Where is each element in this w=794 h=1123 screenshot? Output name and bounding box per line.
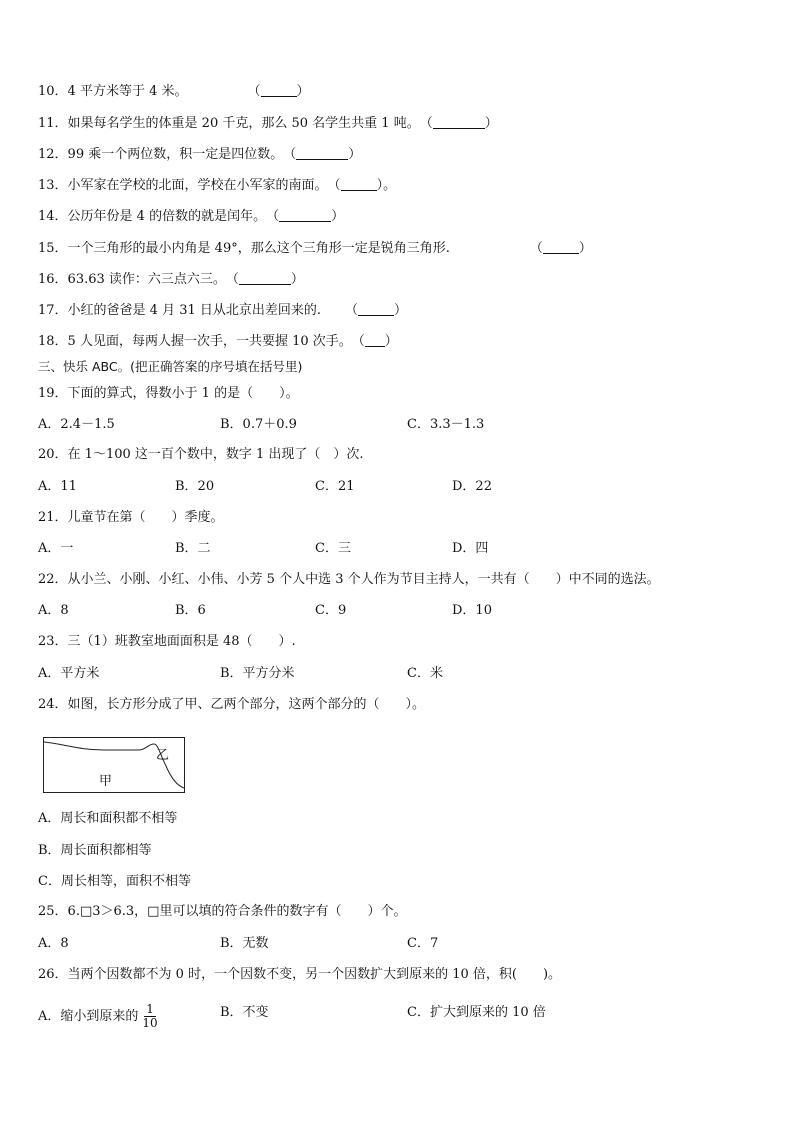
mc-option: B．0.7＋0.9 — [220, 417, 297, 432]
question-number: 13． — [38, 178, 68, 193]
mc-option: A．11 — [38, 479, 77, 494]
q26-option-b: B．不变 — [220, 1005, 269, 1020]
question-number: 15． — [38, 241, 68, 256]
question-number: 17． — [38, 303, 68, 318]
answer-blank[interactable] — [239, 271, 291, 285]
open-bracket: （ — [247, 84, 261, 99]
rectangle-figure — [43, 737, 185, 793]
close-bracket: ） — [296, 84, 310, 99]
mc-option: C．三 — [315, 541, 351, 556]
mc-option: A．平方米 — [38, 666, 100, 681]
question-text: 一个三角形的最小内角是 49°，那么这个三角形一定是锐角三角形. — [67, 241, 450, 256]
q25-options — [38, 936, 758, 954]
open-bracket: （ — [345, 303, 359, 318]
mc-option: B．20 — [175, 479, 215, 494]
q25-option: C．7 — [407, 936, 439, 951]
question-number: 18． — [38, 334, 68, 349]
tf-item — [38, 208, 344, 225]
q25-option: A．8 — [38, 936, 69, 951]
tf-item — [38, 177, 396, 194]
mc-option: D．10 — [452, 603, 492, 618]
answer-blank[interactable] — [358, 302, 394, 316]
close-bracket: ） — [348, 147, 362, 162]
open-bracket: （ — [327, 178, 341, 193]
q26-option-c: C．扩大到原来的 10 倍 — [407, 1005, 546, 1020]
question-number: 11． — [38, 116, 68, 131]
fraction-denominator: 10 — [142, 1016, 158, 1030]
open-bracket: （ — [225, 272, 239, 287]
mc-option: A．8 — [38, 603, 69, 618]
close-bracket: ） — [384, 334, 398, 349]
mc-option: C．9 — [315, 603, 347, 618]
mc-stem: 21．儿童节在第（ ）季度。 — [38, 510, 224, 525]
q26-stem: 26．当两个因数都不为 0 时，一个因数不变，另一个因数扩大到原来的 10 倍，积( )。 — [38, 967, 562, 982]
tf-item — [38, 240, 592, 257]
question-number: 14． — [38, 209, 68, 224]
mc-option: B．二 — [175, 541, 211, 556]
section-3-heading: 三、快乐 ABC。(把正确答案的序号填在括号里) — [38, 359, 303, 374]
mc-stem: 24．如图，长方形分成了甲、乙两个部分，这两个部分的（ ）。 — [38, 697, 426, 712]
q26-option-a-text: A．缩小到原来的 — [38, 1009, 139, 1024]
tf-item — [38, 333, 398, 350]
tf-item — [38, 83, 310, 100]
mc-option: C．21 — [315, 479, 355, 494]
q26-option-a — [38, 1003, 160, 1030]
question-number: 12． — [38, 147, 68, 162]
tf-item — [38, 146, 361, 163]
question-text: 63.63 读作：六三点六三。 — [67, 272, 226, 287]
open-bracket: （ — [266, 209, 280, 224]
q24-option-a: A．周长和面积都不相等 — [38, 811, 178, 826]
question-text: 公历年份是 4 的倍数的就是闰年。 — [67, 209, 267, 224]
answer-blank[interactable] — [261, 83, 297, 97]
mc-stem: 19．下面的算式，得数小于 1 的是（ ）。 — [38, 386, 299, 401]
tf-item — [38, 115, 498, 132]
open-bracket: （ — [529, 241, 543, 256]
close-bracket: ） — [331, 209, 345, 224]
question-text: 99 乘一个两位数，积一定是四位数。 — [67, 147, 284, 162]
fraction — [140, 1003, 159, 1030]
question-text: 小军家在学校的北面，学校在小军家的南面。 — [67, 178, 328, 193]
mc-option: C．米 — [407, 666, 443, 681]
q24-option-c: C．周长相等，面积不相等 — [38, 874, 191, 889]
answer-blank[interactable] — [433, 115, 485, 129]
fraction-numerator: 1 — [146, 1002, 154, 1016]
close-bracket: ） — [290, 272, 304, 287]
question-text: 4 平方米等于 4 米。 — [67, 84, 188, 99]
question-number: 10． — [38, 84, 68, 99]
q25-option: B．无数 — [220, 936, 269, 951]
close-bracket: ） — [484, 116, 498, 131]
mc-options — [38, 417, 758, 435]
mc-option: D．22 — [452, 479, 492, 494]
close-bracket: ）。 — [376, 178, 397, 193]
question-text: 小红的爸爸是 4 月 31 日从北京出差回来的. — [67, 303, 322, 318]
tf-item — [38, 271, 304, 288]
mc-stem: 23．三（1）班教室地面面积是 48（ ）. — [38, 634, 296, 649]
q25-stem: 25．6.□3＞6.3，□里可以填的符合条件的数字有（ ）个。 — [38, 904, 407, 919]
open-bracket: （ — [419, 116, 433, 131]
mc-stem: 22．从小兰、小刚、小红、小伟、小芳 5 个人中选 3 个人作为节目主持人，一共有（ ）中不同的选法。 — [38, 572, 660, 587]
mc-option: B．平方分米 — [220, 666, 295, 681]
tf-item — [38, 302, 407, 319]
mc-stem: 20．在 1～100 这一百个数中，数字 1 出现了（ ）次. — [38, 447, 364, 462]
close-bracket: ） — [394, 303, 408, 318]
mc-options — [38, 479, 758, 497]
answer-blank[interactable] — [365, 333, 385, 347]
answer-blank[interactable] — [543, 240, 579, 254]
mc-options — [38, 603, 758, 621]
answer-blank[interactable] — [296, 146, 348, 160]
mc-option: D．四 — [452, 541, 489, 556]
mc-option: A．2.4－1.5 — [38, 417, 115, 432]
mc-options — [38, 541, 758, 559]
open-bracket: （ — [283, 147, 297, 162]
part-a-label: 甲 — [99, 774, 113, 789]
q24-option-b: B．周长面积都相等 — [38, 843, 152, 858]
question-text: 5 人见面，每两人握一次手，一共要握 10 次手。 — [67, 334, 352, 349]
mc-option: B．6 — [175, 603, 206, 618]
question-number: 16． — [38, 272, 68, 287]
close-bracket: ） — [578, 241, 592, 256]
answer-blank[interactable] — [279, 208, 331, 222]
open-bracket: （ — [351, 334, 365, 349]
answer-blank[interactable] — [341, 177, 377, 191]
mc-option: A．一 — [38, 541, 74, 556]
q26-options — [38, 1003, 758, 1029]
mc-option: C．3.3－1.3 — [407, 417, 485, 432]
question-text: 如果每名学生的体重是 20 千克，那么 50 名学生共重 1 吨。 — [67, 116, 420, 131]
part-b-label: 乙 — [156, 748, 170, 763]
mc-options — [38, 666, 758, 684]
